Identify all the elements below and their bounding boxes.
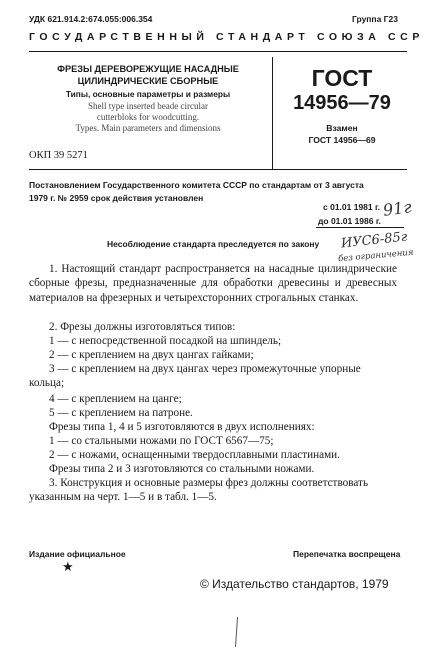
replaces-value: ГОСТ 14956—69 [308, 135, 376, 145]
decree-line-1: Постановлением Государственного комитета СССР по стандартам от 3 августа [29, 180, 364, 190]
type-2: 2 — с креплением на двух цангах гайками; [49, 349, 254, 361]
title-ru-line-1: ФРЕЗЫ ДЕРЕВОРЕЖУЩИЕ НАСАДНЫЕ [57, 64, 239, 74]
validity-underline [316, 227, 404, 228]
udk-code: УДК 621.914.2:674.055:006.354 [29, 14, 153, 24]
execution-2: 2 — с ножами, оснащенными твердосплавными пластинами. [49, 449, 340, 461]
type-3: 3 — с креплением на двух цангах через промежуточные упорные кольца; [29, 363, 361, 390]
type-4: 4 — с креплением на цанге; [49, 393, 182, 405]
gost-number: 14956—79 [293, 92, 391, 114]
reprint-prohibited: Перепечатка воспрещена [293, 549, 401, 559]
legal-warning: Несоблюдение стандарта преследуется по закону [107, 239, 320, 249]
standard-line: ГОСУДАРСТВЕННЫЙ СТАНДАРТ СОЮЗА ССР [29, 31, 424, 43]
paragraph-4: Фрезы типа 2 и 3 изготовляются со стальными ножами. [49, 463, 315, 475]
subtitle-ru: Типы, основные параметры и размеры [65, 89, 231, 99]
gost-label: ГОСТ [311, 65, 373, 91]
execution-1: 1 — со стальными ножами по ГОСТ 6567—75; [49, 435, 274, 447]
copyright: © Издательство стандартов, 1979 [200, 577, 389, 591]
handwritten-note-limit: без ограничения [337, 247, 414, 265]
validity-until: до 01.01 1986 г. [318, 216, 381, 226]
decree-line-2: 1979 г. № 2959 срок действия установлен [29, 193, 204, 203]
title-en-line-1: Shell type inserted beade circular [88, 101, 208, 111]
title-en-line-3: Types. Main parameters and dimensions [75, 123, 221, 133]
replaces-label: Взамен [326, 123, 358, 133]
title-en-line-2: cutterbloks for woodcutting. [96, 112, 200, 122]
official-edition: Издание официальное [29, 549, 126, 559]
paragraph-1: 1. Настоящий стандарт распространяется на насадные цилиндрические сборные фрезы, предназначенные для обработки древесины и древесных материалов на фрезерных и четырехсторонних строгальных станках. [29, 263, 397, 304]
header-rule [29, 51, 407, 52]
title-divider [272, 57, 273, 169]
okp-code: ОКП 39 5271 [29, 150, 88, 161]
paragraph-2: 2. Фрезы должны изготовляться типов: [49, 321, 236, 333]
validity-from: с 01.01 1981 г. [323, 202, 381, 212]
handwritten-revision: ИУС6-85г [340, 229, 409, 252]
title-ru-line-2: ЦИЛИНДРИЧЕСКИЕ СБОРНЫЕ [77, 76, 219, 86]
group-code: Группа Г23 [352, 14, 398, 24]
title-bottom-rule [29, 169, 407, 170]
type-1: 1 — с непосредственной посадкой на шпиндель; [49, 335, 282, 347]
star-mark: ★ [62, 559, 74, 574]
handwritten-note: 91г [381, 197, 413, 220]
paragraph-5: 3. Конструкция и основные размеры фрез должны соответствовать указанным на черт. 1—5 и в табл. 1—5. [29, 477, 369, 504]
paragraph-3: Фрезы типа 1, 4 и 5 изготовляются в двух исполнениях: [49, 421, 315, 433]
pen-mark [235, 617, 238, 647]
type-5: 5 — с креплением на патроне. [49, 407, 193, 419]
